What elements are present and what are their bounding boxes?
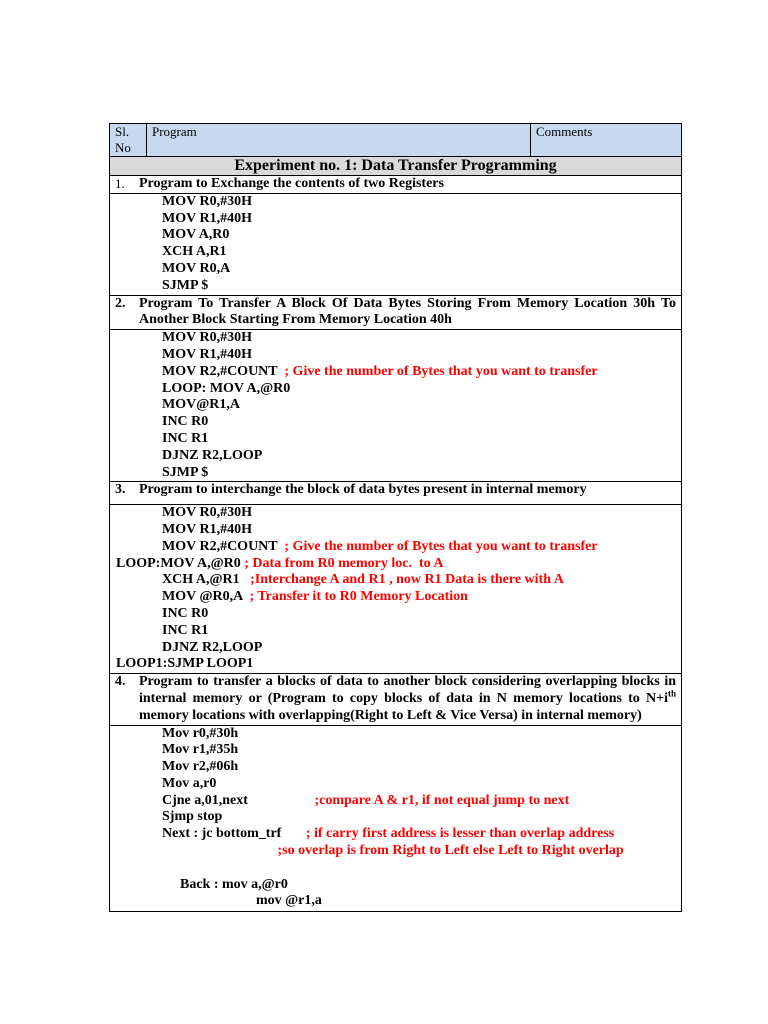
code-block bbox=[115, 726, 676, 911]
code-line bbox=[115, 893, 676, 910]
code-line bbox=[115, 589, 676, 606]
code-instruction: MOV R2,#COUNT bbox=[162, 363, 285, 379]
section-4-heading bbox=[115, 674, 676, 724]
code-instruction: MOV R0,#30H bbox=[162, 193, 252, 209]
code-line bbox=[115, 448, 676, 465]
section-2-heading bbox=[115, 296, 676, 330]
experiment-table bbox=[109, 123, 682, 912]
section-3-code-row bbox=[110, 505, 682, 674]
code-instruction: INC R0 bbox=[162, 605, 209, 621]
code-line bbox=[115, 572, 676, 589]
code-instruction: INC R0 bbox=[162, 414, 209, 430]
section-3-heading bbox=[115, 482, 676, 499]
code-line bbox=[115, 465, 676, 482]
section-1-heading-row bbox=[110, 176, 682, 194]
code-line bbox=[115, 742, 676, 759]
code-instruction: INC R1 bbox=[162, 430, 209, 446]
code-instruction: mov @r1,a bbox=[256, 893, 322, 909]
section-number: 2. bbox=[115, 295, 126, 311]
code-instruction: MOV @R0,A bbox=[162, 589, 250, 605]
code-instruction: SJMP $ bbox=[162, 277, 209, 293]
code-instruction: SJMP $ bbox=[162, 464, 209, 480]
code-line bbox=[115, 244, 676, 261]
code-line bbox=[115, 640, 676, 657]
code-instruction: MOV A,R0 bbox=[162, 227, 230, 243]
header-comments: Comments bbox=[531, 124, 682, 157]
code-instruction bbox=[162, 843, 278, 858]
code-line bbox=[115, 505, 676, 522]
section-4-code-row bbox=[110, 725, 682, 912]
code-block bbox=[115, 330, 676, 481]
code-line bbox=[115, 809, 676, 826]
code-comment: ;compare A & r1, if not equal jump to next bbox=[314, 792, 570, 808]
code-comment: ; if carry first address is lesser than overlap address bbox=[305, 826, 615, 842]
section-2-heading-row bbox=[110, 295, 682, 330]
code-instruction: Mov r2,#06h bbox=[162, 759, 239, 775]
code-line bbox=[115, 860, 676, 877]
section-3-heading-row bbox=[110, 482, 682, 505]
code-instruction: DJNZ R2,LOOP bbox=[162, 639, 263, 655]
code-instruction: MOV R0,#30H bbox=[162, 330, 252, 346]
section-title: Program to interchange the block of data bytes present in internal memory bbox=[139, 482, 587, 498]
code-block bbox=[115, 194, 676, 295]
code-line bbox=[115, 793, 676, 810]
code-line bbox=[115, 381, 676, 398]
code-line bbox=[115, 211, 676, 228]
code-line bbox=[115, 623, 676, 640]
section-title: Program to transfer a blocks of data to another block considering overlapping blocks in internal memory or (Program to copy blocks of data in N memory locations to $N+i^{th}$ memory locations with overlapping(Right to Left & Vice Versa) in internal memory) bbox=[139, 674, 676, 723]
code-line bbox=[115, 397, 676, 414]
table-header-row bbox=[110, 124, 682, 157]
section-2-code-row bbox=[110, 330, 682, 482]
code-instruction: XCH A,@R1 bbox=[162, 572, 251, 588]
code-line bbox=[115, 826, 676, 843]
section-number: 4. bbox=[115, 674, 126, 690]
section-title: Program to Exchange the contents of two Registers bbox=[139, 176, 444, 191]
code-comment: ; Transfer it to R0 Memory Location bbox=[249, 589, 468, 605]
code-instruction: DJNZ R2,LOOP bbox=[162, 447, 263, 463]
code-instruction: XCH A,R1 bbox=[162, 244, 227, 260]
code-line bbox=[115, 522, 676, 539]
section-number: 3. bbox=[115, 482, 126, 498]
code-line bbox=[115, 227, 676, 244]
code-instruction: MOV@R1,A bbox=[162, 397, 240, 413]
code-instruction: MOV R1,#40H bbox=[162, 521, 252, 537]
header-program: Program bbox=[147, 124, 531, 157]
code-line bbox=[115, 556, 676, 573]
code-line bbox=[115, 776, 676, 793]
code-instruction: Mov r0,#30h bbox=[162, 725, 239, 741]
code-line bbox=[115, 539, 676, 556]
code-line bbox=[115, 759, 676, 776]
code-line bbox=[115, 726, 676, 743]
code-instruction: LOOP1:SJMP LOOP1 bbox=[116, 656, 254, 672]
code-comment: ; Give the number of Bytes that you want to transfer bbox=[284, 538, 598, 554]
code-instruction: Sjmp stop bbox=[162, 809, 223, 825]
section-1-code-row bbox=[110, 193, 682, 295]
code-instruction: Mov a,r0 bbox=[162, 775, 217, 791]
code-instruction: INC R1 bbox=[162, 622, 209, 638]
section-title: Program To Transfer A Block Of Data Bytes Storing From Memory Location 30h To Another Block Starting From Memory Location 40h bbox=[139, 295, 676, 328]
code-line bbox=[115, 843, 676, 860]
code-line bbox=[115, 414, 676, 431]
section-1-heading bbox=[115, 176, 676, 193]
section-4-heading-row bbox=[110, 674, 682, 725]
code-instruction: Mov r1,#35h bbox=[162, 742, 239, 758]
code-block bbox=[115, 505, 676, 673]
code-instruction: MOV R0,A bbox=[162, 260, 231, 276]
code-line bbox=[115, 364, 676, 381]
code-instruction: MOV R2,#COUNT bbox=[162, 538, 285, 554]
code-instruction: Back : mov a,@r0 bbox=[180, 876, 288, 892]
code-line bbox=[115, 330, 676, 347]
header-sl-no: Sl. No bbox=[110, 124, 147, 157]
code-line bbox=[115, 656, 676, 673]
experiment-title: Experiment no. 1: Data Transfer Programming bbox=[110, 157, 682, 176]
code-comment: ;so overlap is from Right to Left else Left to Right overlap bbox=[277, 843, 624, 859]
code-instruction: LOOP:MOV A,@R0 bbox=[116, 555, 245, 571]
code-line bbox=[115, 278, 676, 295]
code-line bbox=[115, 606, 676, 623]
code-instruction: MOV R1,#40H bbox=[162, 346, 252, 362]
code-line bbox=[115, 194, 676, 211]
code-comment: ; Data from R0 memory loc. to A bbox=[244, 555, 444, 571]
code-instruction: MOV R0,#30H bbox=[162, 505, 252, 521]
experiment-title-row bbox=[110, 157, 682, 176]
code-line bbox=[115, 877, 676, 894]
section-number: 1. bbox=[115, 176, 125, 191]
code-line bbox=[115, 261, 676, 278]
code-line bbox=[115, 431, 676, 448]
code-comment: ;Interchange A and R1 , now R1 Data is there with A bbox=[250, 572, 564, 588]
code-instruction: Next : jc bottom_trf bbox=[162, 826, 306, 842]
code-instruction: LOOP: MOV A,@R0 bbox=[162, 380, 291, 396]
code-comment: ; Give the number of Bytes that you want to transfer bbox=[284, 363, 598, 379]
code-instruction: Cjne a,01,next bbox=[162, 792, 315, 808]
code-line bbox=[115, 347, 676, 364]
code-instruction: MOV R1,#40H bbox=[162, 210, 252, 226]
